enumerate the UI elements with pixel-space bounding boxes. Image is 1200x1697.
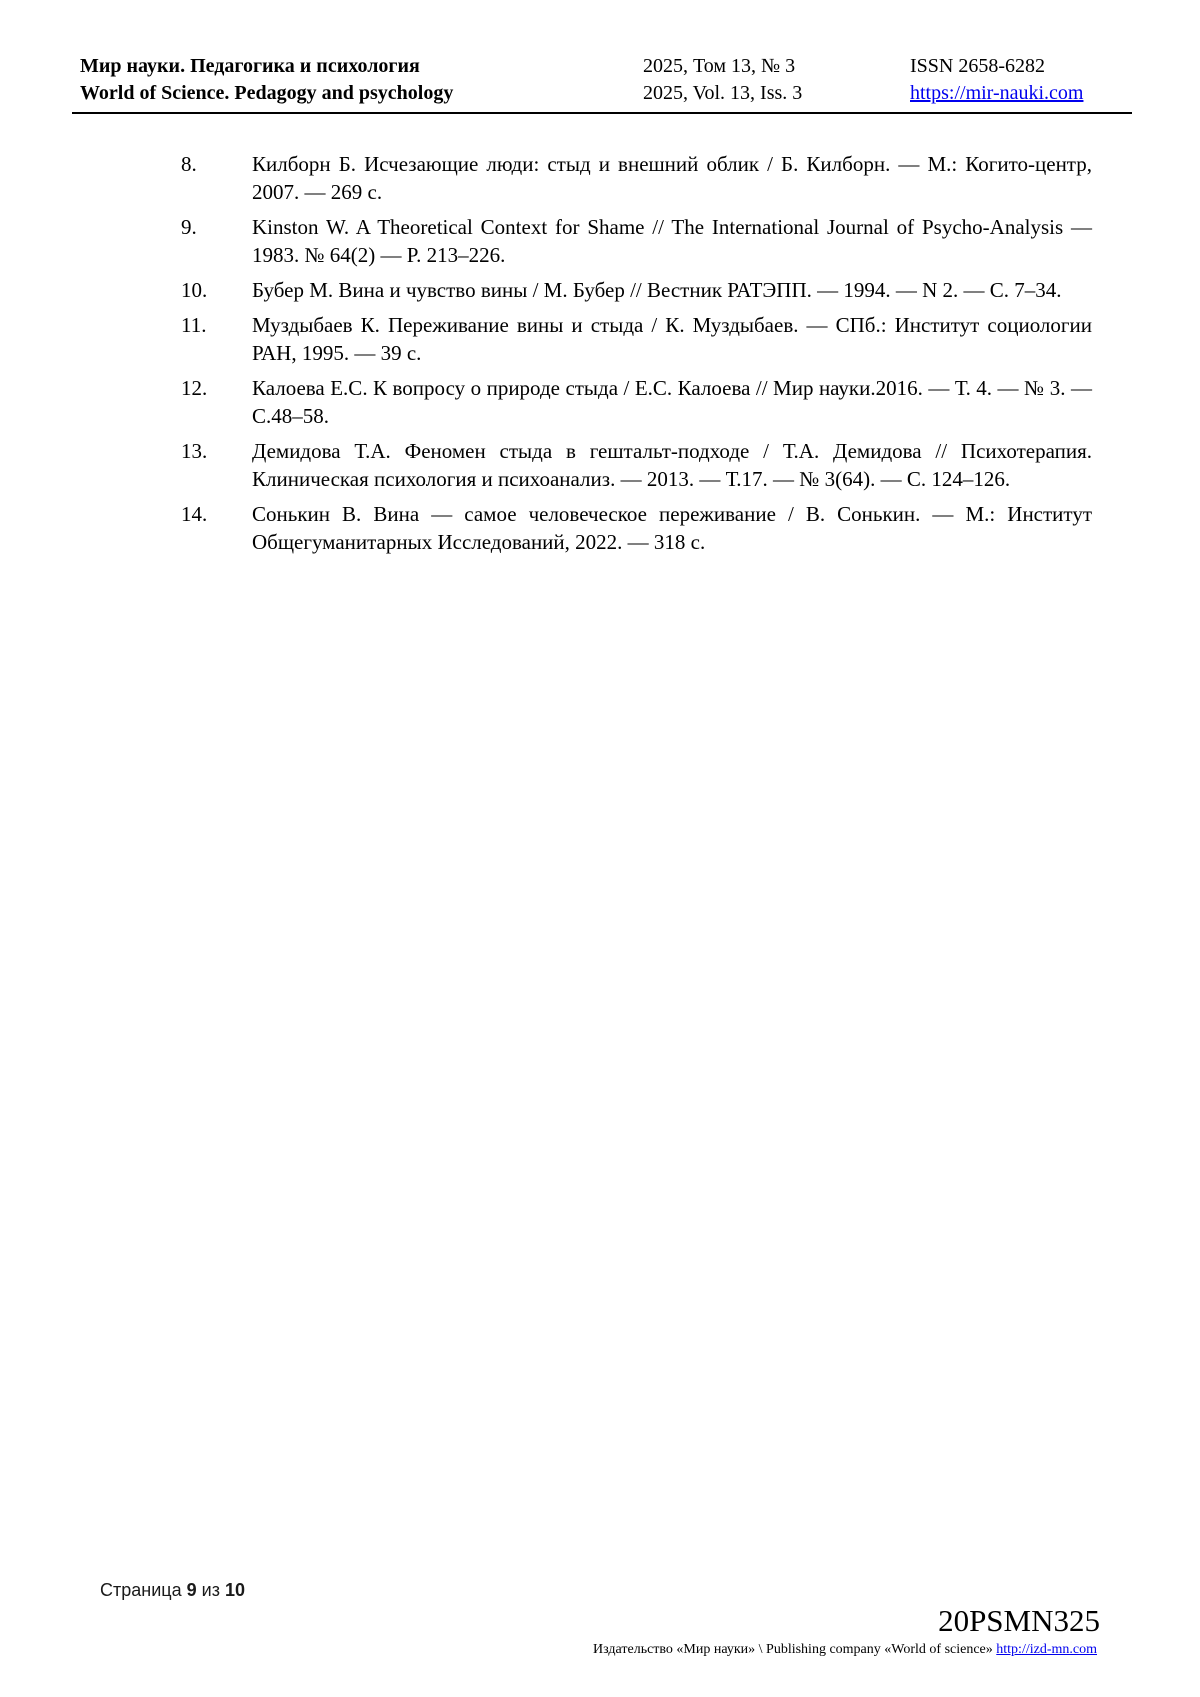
reference-number: 12.: [181, 376, 208, 400]
reference-text: Сонькин В. Вина — самое человеческое переживание / В. Сонькин. — М.: Институт Общегуманитарных Исследований, 2022. — 318 с.: [252, 502, 1092, 554]
page-counter: [100, 1579, 245, 1601]
header-divider: [72, 112, 1132, 114]
publisher-line: [593, 1641, 1097, 1658]
reference-text: Килборн Б. Исчезающие люди: стыд и внешний облик / Б. Килборн. — М.: Когито-центр, 2007. — 269 с.: [252, 152, 1092, 204]
page-current: 9: [186, 1580, 197, 1600]
issn-block: [910, 53, 1083, 107]
reference-item: [181, 437, 1092, 493]
reference-text: Бубер М. Вина и чувство вины / М. Бубер // Вестник РАТЭПП. — 1994. — N 2. — С. 7–34.: [252, 278, 1062, 302]
publisher-site-link[interactable]: http://izd-mn.com: [996, 1642, 1097, 1657]
reference-number: 8.: [181, 152, 197, 176]
page-counter-label: Страница: [100, 1580, 182, 1600]
reference-number: 11.: [181, 313, 207, 337]
publisher-text: Издательство «Мир науки» \ Publishing company «World of science»: [593, 1642, 997, 1657]
reference-number: 14.: [181, 502, 208, 526]
reference-text: Калоева Е.С. К вопросу о природе стыда / Е.С. Калоева // Мир науки.2016. — Т. 4. — № 3. — С.48–58.: [252, 376, 1092, 428]
journal-title-en: World of Science. Pedagogy and psychology: [80, 82, 454, 104]
reference-text: Демидова Т.А. Феномен стыда в гештальт-подходе / Т.А. Демидова // Психотерапия. Клиническая психология и психоанализ. — 2013. — Т.17. — № 3(64). — С. 124–126.: [252, 439, 1092, 491]
page-of-label: из: [201, 1580, 220, 1600]
journal-site-link[interactable]: https://mir-nauki.com: [910, 82, 1084, 104]
reference-number: 13.: [181, 439, 208, 463]
reference-item: [181, 374, 1092, 430]
journal-title-block: [80, 53, 453, 107]
reference-number: 10.: [181, 278, 208, 302]
reference-item: [181, 276, 1092, 304]
reference-text: Kinston W. A Theoretical Context for Shame // The International Journal of Psycho-Analysis — 1983. № 64(2) — P. 213–226.: [252, 215, 1092, 267]
reference-number: 9.: [181, 215, 197, 239]
article-id: 20PSMN325: [938, 1603, 1100, 1638]
reference-item: [181, 150, 1092, 206]
reference-item: [181, 500, 1092, 556]
reference-item: [181, 311, 1092, 367]
reference-text: Муздыбаев К. Переживание вины и стыда / К. Муздыбаев. — СПб.: Институт социологии РАН, 1995. — 39 с.: [252, 313, 1092, 365]
page-total: 10: [224, 1580, 245, 1600]
journal-title-ru: Мир науки. Педагогика и психология: [80, 55, 420, 77]
issn-label: ISSN 2658-6282: [910, 55, 1046, 77]
issue-info-en: 2025, Vol. 13, Iss. 3: [643, 82, 803, 104]
reference-list: [181, 150, 1092, 563]
reference-item: [181, 213, 1092, 269]
issue-info-block: [643, 53, 802, 107]
issue-info-ru: 2025, Том 13, № 3: [643, 55, 796, 77]
